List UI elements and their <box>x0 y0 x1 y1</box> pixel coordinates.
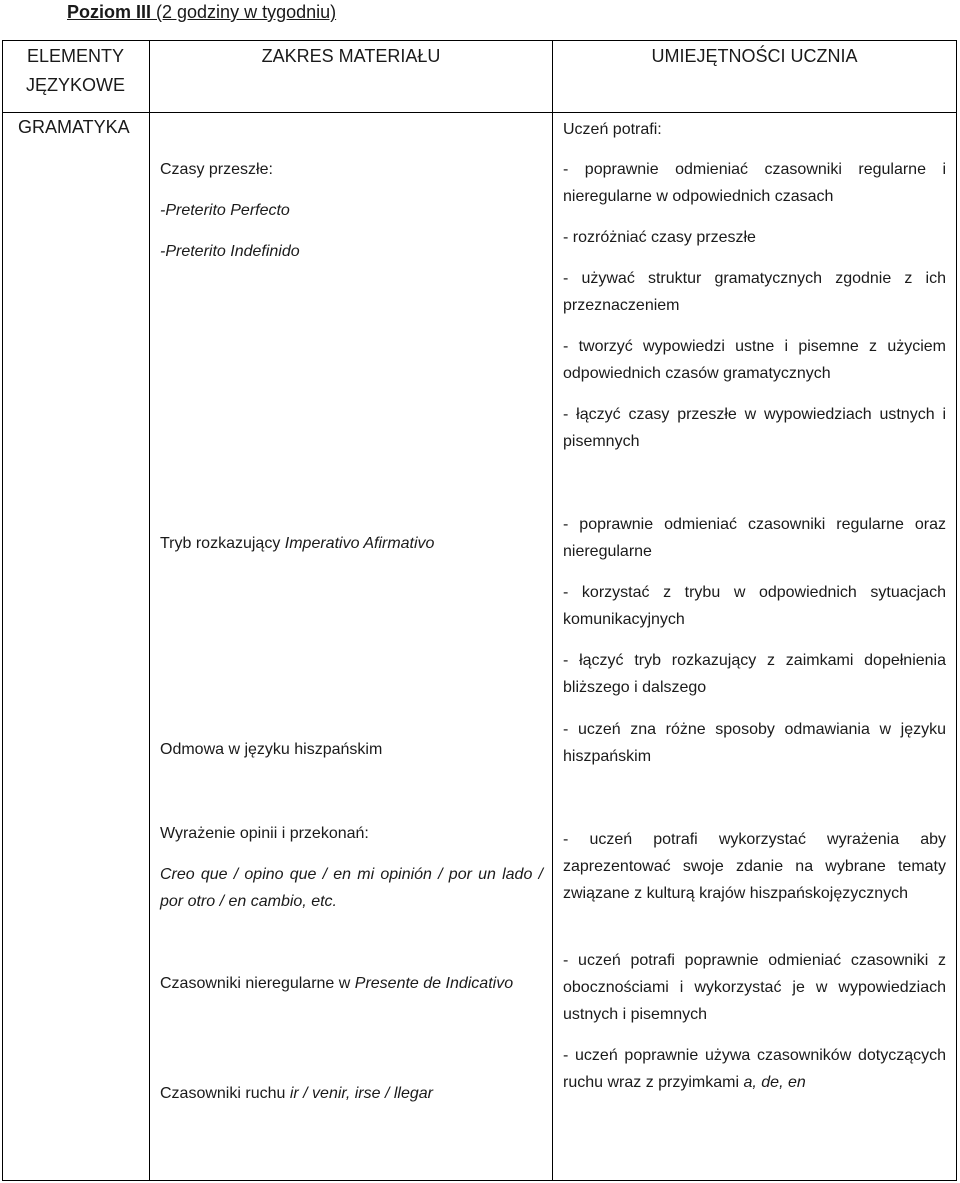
odmowa: Odmowa w języku hiszpańskim <box>160 741 383 758</box>
skill-10: - uczeń potrafi wykorzystać wyrażenia aby zaprezentować swoje zdanie na wybrane tematy związane z kulturą krajów hiszpańskojęzycznych <box>563 831 946 902</box>
page-title <box>67 0 336 24</box>
tryb-rozkazujacy <box>160 530 434 557</box>
tryb-label: Tryb rozkazujący <box>160 535 285 552</box>
skill-6: - poprawnie odmieniać czasowniki regularne oraz nieregularne <box>563 516 946 560</box>
czasowniki-ruchu <box>160 1080 433 1107</box>
col-divider-1 <box>149 40 150 1181</box>
nieregularne-label: Czasowniki nieregularne w <box>160 975 355 992</box>
nieregularne-term: Presente de Indicativo <box>354 975 514 992</box>
skill-12-text: - uczeń poprawnie używa czasowników dotyczących ruchu wraz z przyimkami <box>563 1047 946 1091</box>
czasy-item-2-text: -Preterito Indefinido <box>160 243 300 260</box>
header-umiejetnosci: UMIEJĘTNOŚCI UCZNIA <box>651 46 858 66</box>
table-top-border <box>2 40 957 41</box>
header-col1-line1: ELEMENTY <box>26 46 125 66</box>
nieregularne <box>160 970 543 997</box>
table-right-border <box>956 40 957 1181</box>
table-left-border <box>2 40 3 1181</box>
skill-3: - używać struktur gramatycznych zgodnie z ich przeznaczeniem <box>563 270 946 314</box>
skill-5: - łączyć czasy przeszłe w wypowiedziach ustnych i pisemnych <box>563 406 946 450</box>
skill-12-prepositions: a, de, en <box>743 1074 806 1091</box>
czasy-item-1 <box>160 197 290 224</box>
skill-12 <box>563 1042 946 1096</box>
skill-2: - rozróżniać czasy przeszłe <box>563 229 756 246</box>
czasy-item-1-text: -Preterito Perfecto <box>160 202 290 219</box>
ruch-term: ir / venir, irse / llegar <box>289 1085 433 1102</box>
skill-4: - tworzyć wypowiedzi ustne i pisemne z użyciem odpowiednich czasów gramatycznych <box>563 338 946 382</box>
table-bottom-border <box>2 1180 957 1181</box>
czasy-title: Czasy przeszłe: <box>160 161 273 178</box>
skill-7: - korzystać z trybu w odpowiednich sytuacjach komunikacyjnych <box>563 584 946 628</box>
header-col1-line2: JĘZYKOWE <box>25 75 125 95</box>
ruch-label: Czasowniki ruchu <box>160 1085 290 1102</box>
header-zakres: ZAKRES MATERIAŁU <box>261 46 441 66</box>
title-level: Poziom III <box>67 2 152 22</box>
opinia-title: Wyrażenie opinii i przekonań: <box>160 825 369 842</box>
skill-1: - poprawnie odmieniać czasowniki regularne i nieregularne w odpowiednich czasach <box>563 161 946 205</box>
col-divider-2 <box>552 40 553 1181</box>
opinia-examples <box>160 861 543 915</box>
skills-intro: Uczeń potrafi: <box>563 121 662 138</box>
skill-8: - łączyć tryb rozkazujący z zaimkami dopełnienia bliższego i dalszego <box>563 652 946 696</box>
category-gramatyka: GRAMATYKA <box>18 117 130 137</box>
skill-9: - uczeń zna różne sposoby odmawiania w języku hiszpańskim <box>563 721 946 765</box>
header-elementy <box>2 42 149 100</box>
opinia-examples-text: Creo que / opino que / en mi opinión / por un lado / por otro / en cambio, etc. <box>160 866 543 910</box>
skill-11: - uczeń potrafi poprawnie odmieniać czasowniki z obocznościami i wykorzystać je w wypowiedziach ustnych i pisemnych <box>563 952 946 1023</box>
title-hours: (2 godziny w tygodniu) <box>151 2 337 22</box>
header-bottom-border <box>2 112 957 113</box>
tryb-term: Imperativo Afirmativo <box>284 535 435 552</box>
czasy-item-2 <box>160 238 300 265</box>
